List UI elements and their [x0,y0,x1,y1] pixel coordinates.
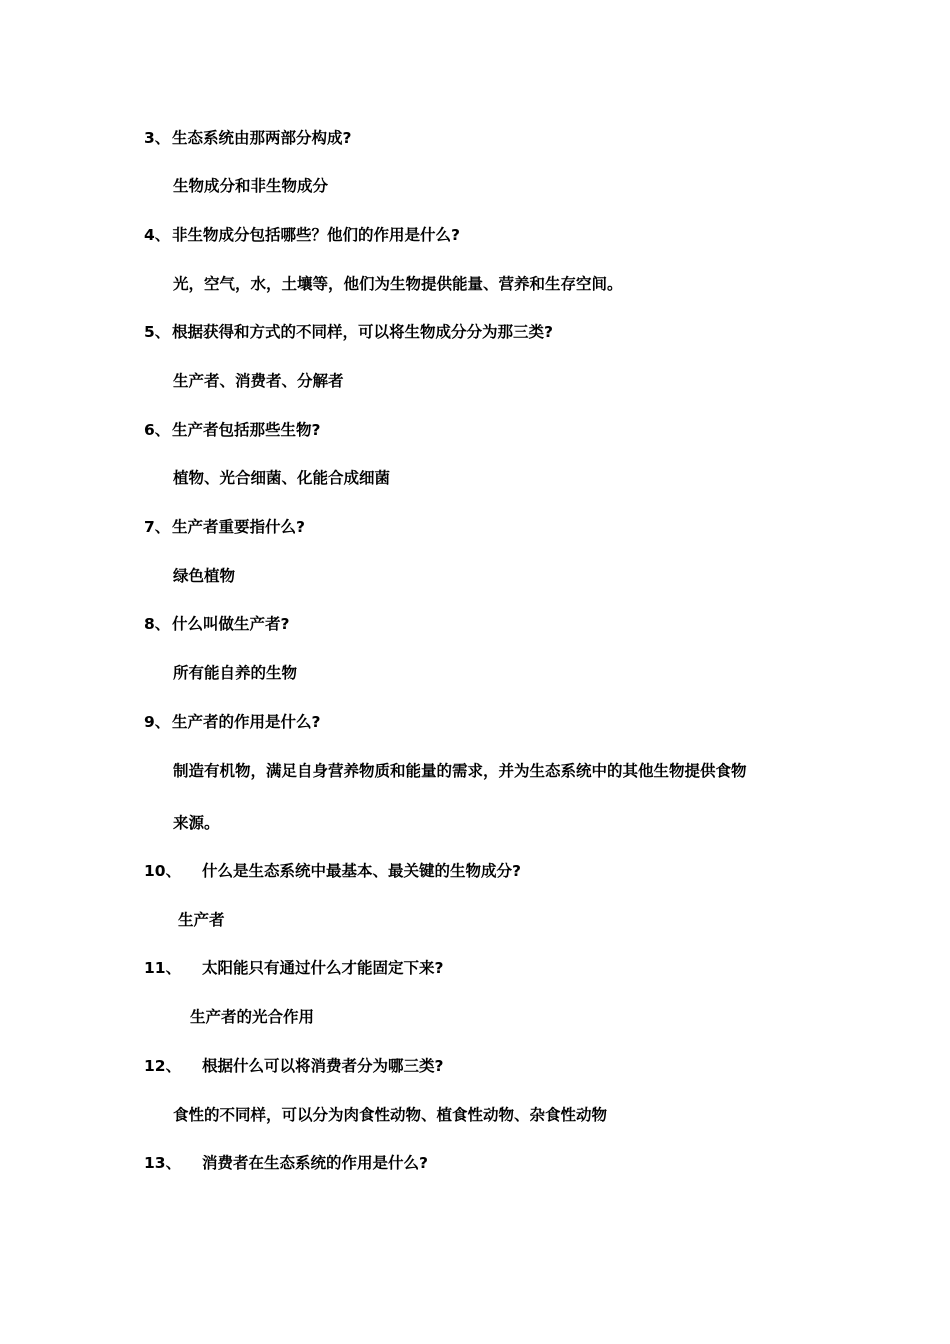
question-number: 5、 [144,323,171,341]
question-number: 8、 [144,615,171,633]
question-text: 生产者包括那些生物? [172,421,321,439]
question-number: 11、 [144,959,182,977]
question-text: 太阳能只有通过什么才能固定下来? [202,959,444,977]
question-3 [144,128,352,148]
question-number: 9、 [144,713,171,731]
question-text: 非生物成分包括哪些？他们的作用是什么? [172,226,460,244]
question-number: 6、 [144,421,171,439]
question-text: 生态系统由那两部分构成? [172,129,352,147]
question-number: 13、 [144,1154,182,1172]
answer-6: 植物、光合细菌、化能合成细菌 [173,469,391,487]
question-9 [144,712,321,732]
question-text: 什么叫做生产者? [172,615,290,633]
question-7 [144,517,305,537]
question-number: 12、 [144,1057,182,1075]
answer-4: 光，空气，水，土壤等，他们为生物提供能量、营养和生存空间。 [173,275,623,293]
question-11 [144,958,444,978]
answer-11: 生产者的光合作用 [190,1008,315,1026]
answer-10: 生产者 [178,911,225,929]
question-text: 什么是生态系统中最基本、最关键的生物成分? [202,862,521,880]
question-4 [144,225,460,245]
question-13 [144,1153,428,1173]
question-12 [144,1056,444,1076]
question-number: 10、 [144,862,182,880]
question-number: 3、 [144,129,171,147]
answer-9-line-2: 来源。 [173,814,220,832]
answer-9-line-1: 制造有机物，满足自身营养物质和能量的需求，并为生态系统中的其他生物提供食物 [173,762,747,780]
question-text: 消费者在生态系统的作用是什么? [202,1154,428,1172]
answer-3: 生物成分和非生物成分 [173,177,329,195]
question-text: 根据获得和方式的不同样，可以将生物成分分为那三类? [172,323,553,341]
question-text: 生产者的作用是什么? [172,713,321,731]
question-number: 4、 [144,226,171,244]
answer-8: 所有能自养的生物 [173,664,298,682]
answer-7: 绿色植物 [173,567,236,585]
answer-12: 食性的不同样，可以分为肉食性动物、植食性动物、杂食性动物 [173,1106,608,1124]
question-6 [144,420,321,440]
question-5 [144,322,553,342]
question-number: 7、 [144,518,171,536]
question-text: 根据什么可以将消费者分为哪三类? [202,1057,444,1075]
answer-5: 生产者、消费者、分解者 [173,372,344,390]
question-text: 生产者重要指什么? [172,518,305,536]
question-8 [144,614,290,634]
question-10 [144,861,521,881]
